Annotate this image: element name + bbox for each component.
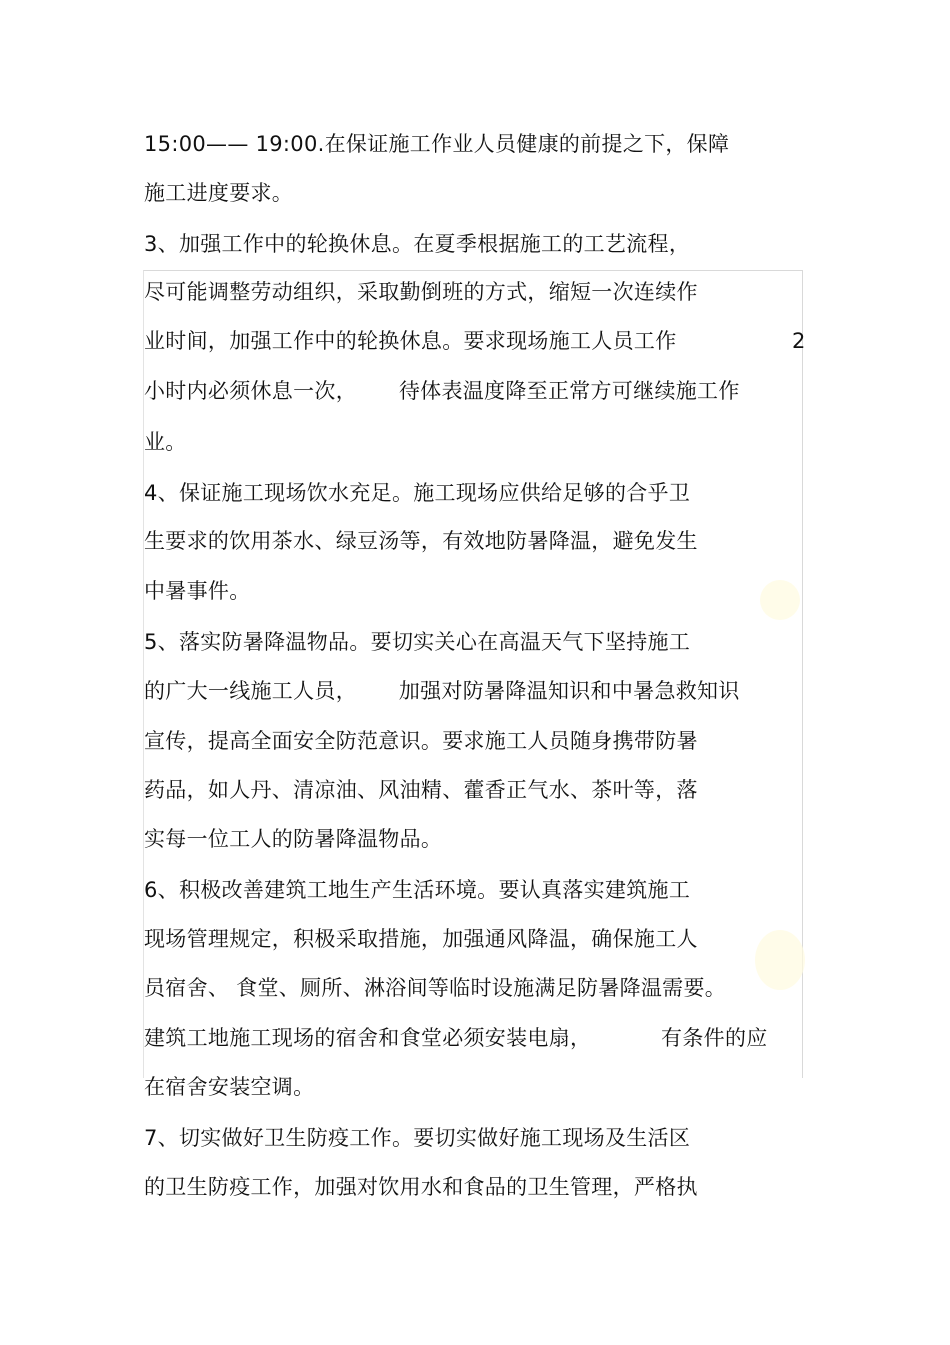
- text-line: 宣传，提高全面安全防范意识。要求施工人员随身携带防暑: [144, 729, 698, 753]
- text-line: 施工进度要求。: [144, 181, 294, 205]
- text-line: 的卫生防疫工作，加强对饮用水和食品的卫生管理，严格执: [144, 1175, 698, 1199]
- text-line: 6、积极改善建筑工地生产生活环境。要认真落实建筑施工: [144, 878, 691, 902]
- text-line: 建筑工地施工现场的宿舍和食堂必须安装电扇， 有条件的应: [144, 1026, 768, 1050]
- text-line: 员宿舍、 食堂、厕所、淋浴间等临时设施满足防暑降温需要。: [144, 976, 727, 1000]
- text-line: 中暑事件。: [144, 579, 251, 603]
- side-number: 2: [792, 329, 806, 353]
- text-line: 实每一位工人的防暑降温物品。: [144, 827, 443, 851]
- text-line: 的广大一线施工人员， 加强对防暑降温知识和中暑急救知识: [144, 679, 740, 703]
- text-line: 7、切实做好卫生防疫工作。要切实做好施工现场及生活区: [144, 1126, 691, 1150]
- text-line: 5、落实防暑降温物品。要切实关心在高温天气下坚持施工: [144, 630, 691, 654]
- text-line: 药品，如人丹、清凉油、风油精、藿香正气水、茶叶等，落: [144, 778, 698, 802]
- text-line: 业。: [144, 430, 187, 454]
- text-line: 15:00—— 19:00.在保证施工作业人员健康的前提之下，保障: [144, 132, 730, 156]
- text-line: 3、加强工作中的轮换休息。在夏季根据施工的工艺流程，: [144, 232, 691, 256]
- text-line: 在宿舍安装空调。: [144, 1075, 315, 1099]
- text-line: 4、保证施工现场饮水充足。施工现场应供给足够的合乎卫: [144, 481, 691, 505]
- page-stain: [755, 930, 805, 990]
- text-line: 尽可能调整劳动组织，采取勤倒班的方式，缩短一次连续作: [144, 280, 698, 304]
- text-line: 生要求的饮用茶水、绿豆汤等，有效地防暑降温，避免发生: [144, 529, 698, 553]
- text-line: 现场管理规定，积极采取措施，加强通风降温，确保施工人: [144, 927, 698, 951]
- text-line: 业时间，加强工作中的轮换休息。要求现场施工人员工作: [144, 329, 677, 353]
- text-line: 小时内必须休息一次， 待体表温度降至正常方可继续施工作: [144, 379, 740, 403]
- page-stain: [760, 580, 800, 620]
